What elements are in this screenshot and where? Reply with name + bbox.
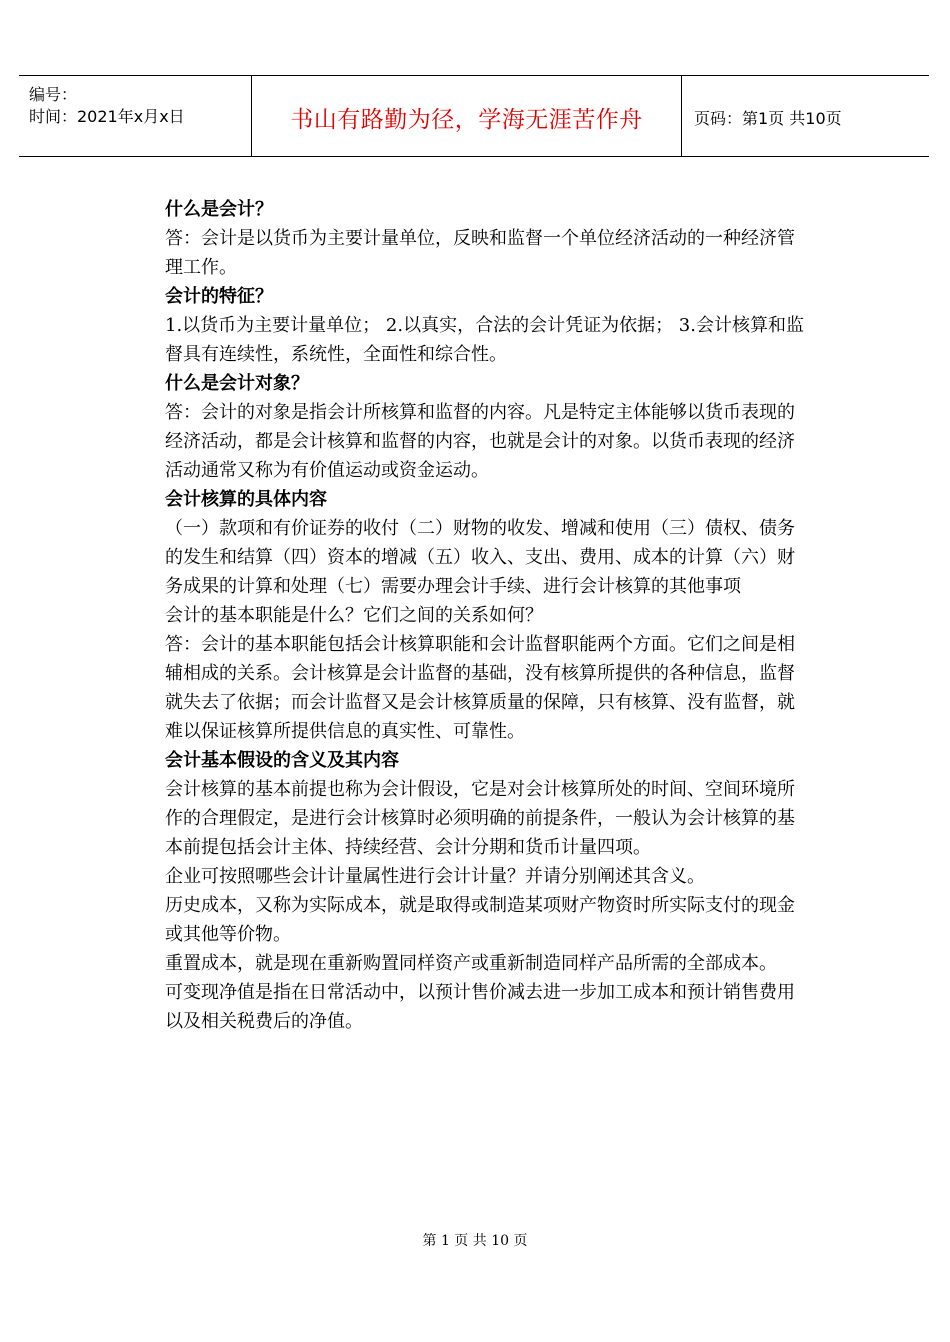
body-paragraph: 历史成本，又称为实际成本，就是取得或制造某项财产物资时所实际支付的现金或其他等价物。 [165, 895, 795, 945]
document-date: 时间：2021年x月x日 [29, 107, 185, 126]
body-paragraph: （一）款项和有价证券的收付（二）财物的收发、增减和使用（三）债权、债务的发生和结算（四）资本的增减（五）收入、支出、费用、成本的计算（六）财务成果的计算和处理（七）需要办理会计手续、进行会计核算的其他事项 [165, 518, 795, 597]
header-meta [29, 84, 185, 128]
section-heading: 会计的特征？ [165, 286, 273, 307]
header-page-info: 页码：第1页 共10页 [694, 109, 842, 128]
body-paragraph: 答：会计的对象是指会计所核算和监督的内容。凡是特定主体能够以货币表现的经济活动，都是会计核算和监督的内容，也就是会计的对象。以货币表现的经济活动通常又称为有价值运动或资金运动。 [165, 402, 795, 481]
header-divider [681, 76, 682, 156]
page-footer: 第 1 页 共 10 页 [422, 1233, 528, 1249]
page-header [19, 75, 929, 157]
body-paragraph: 会计的基本职能是什么？它们之间的关系如何？ [165, 605, 543, 626]
body-paragraph: 1.以货币为主要计量单位； 2.以真实，合法的会计凭证为依据； 3.会计核算和监督具有连续性，系统性，全面性和综合性。 [165, 315, 804, 365]
body-paragraph: 重置成本，就是现在重新购置同样资产或重新制造同样产品所需的全部成本。 [165, 953, 777, 974]
section-heading: 什么是会计对象？ [165, 373, 309, 394]
body-paragraph: 答：会计的基本职能包括会计核算职能和会计监督职能两个方面。它们之间是相辅相成的关系。会计核算是会计监督的基础，没有核算所提供的各种信息，监督就失去了依据；而会计监督又是会计核算质量的保障，只有核算、没有监督，就难以保证核算所提供信息的真实性、可靠性。 [165, 634, 795, 742]
document-number-label: 编号： [29, 85, 78, 104]
header-motto: 书山有路勤为径，学海无涯苦作舟 [290, 107, 643, 133]
section-heading: 会计基本假设的含义及其内容 [165, 750, 399, 771]
body-paragraph: 企业可按照哪些会计计量属性进行会计计量？并请分别阐述其含义。 [165, 866, 705, 887]
document-body [165, 195, 805, 1036]
body-paragraph: 可变现净值是指在日常活动中，以预计售价减去进一步加工成本和预计销售费用以及相关税费后的净值。 [165, 982, 795, 1032]
body-paragraph: 答：会计是以货币为主要计量单位，反映和监督一个单位经济活动的一种经济管理工作。 [165, 228, 795, 278]
body-paragraph: 会计核算的基本前提也称为会计假设，它是对会计核算所处的时间、空间环境所作的合理假定，是进行会计核算时必须明确的前提条件，一般认为会计核算的基本前提包括会计主体、持续经营、会计分期和货币计量四项。 [165, 779, 795, 858]
section-heading: 什么是会计？ [165, 199, 273, 220]
section-heading: 会计核算的具体内容 [165, 489, 327, 510]
